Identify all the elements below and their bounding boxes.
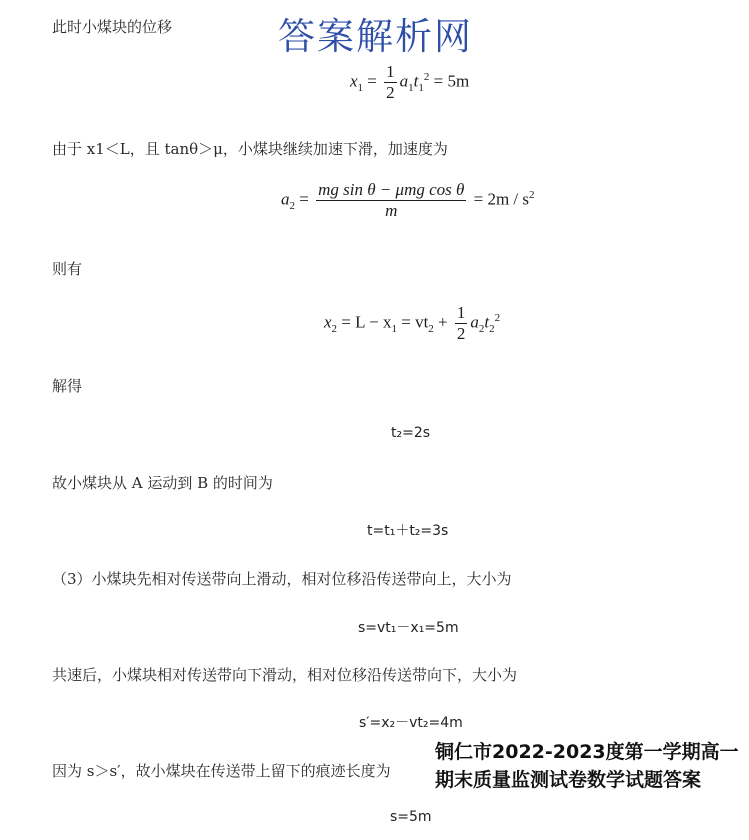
equation-a2: $a_2$ = $\frac{\text{mg sin θ − μmg cos θ}}{m}$ = $2m / s^2$ <box>281 180 535 220</box>
equation-s-final: s=5m <box>390 809 432 825</box>
text-line-4: 解得 <box>52 377 83 395</box>
equation-s: s=vt₁－x₁=5m <box>358 620 459 636</box>
text-line-8: 因为 s＞s′，故小煤块在传送带上留下的痕迹长度为 <box>52 762 391 780</box>
equation-x2: $x_2 = L - x_1 = vt_2$ + $\frac{1}{2}$ $a_2t_2^2$ <box>324 303 501 343</box>
caption-overlay: 铜仁市2022-2023度第一学期高一期末质量监测试卷数学试题答案 <box>435 738 749 794</box>
text-line-3: 则有 <box>52 260 83 278</box>
equation-t2: t₂=2s <box>391 425 431 441</box>
text-line-1: 此时小煤块的位移 <box>52 18 173 36</box>
equation-x1: $x_1$ = $\frac{1}{2}$ $a_1t_1^2 = 5m$ <box>350 62 470 102</box>
text-line-7: 共速后，小煤块相对传送带向下滑动，相对位移沿传送带向下，大小为 <box>52 666 518 684</box>
text-line-6: （3）小煤块先相对传送带向上滑动，相对位移沿传送带向上，大小为 <box>52 570 512 588</box>
watermark-logo: 答案解析网 <box>278 15 473 58</box>
equation-t-total: t=t₁＋t₂=3s <box>367 523 449 539</box>
text-line-2: 由于 x1＜L，且 tanθ＞μ，小煤块继续加速下滑，加速度为 <box>52 140 448 158</box>
text-line-5: 故小煤块从 A 运动到 B 的时间为 <box>52 474 273 492</box>
equation-s-prime: s′=x₂－vt₂=4m <box>359 715 463 731</box>
